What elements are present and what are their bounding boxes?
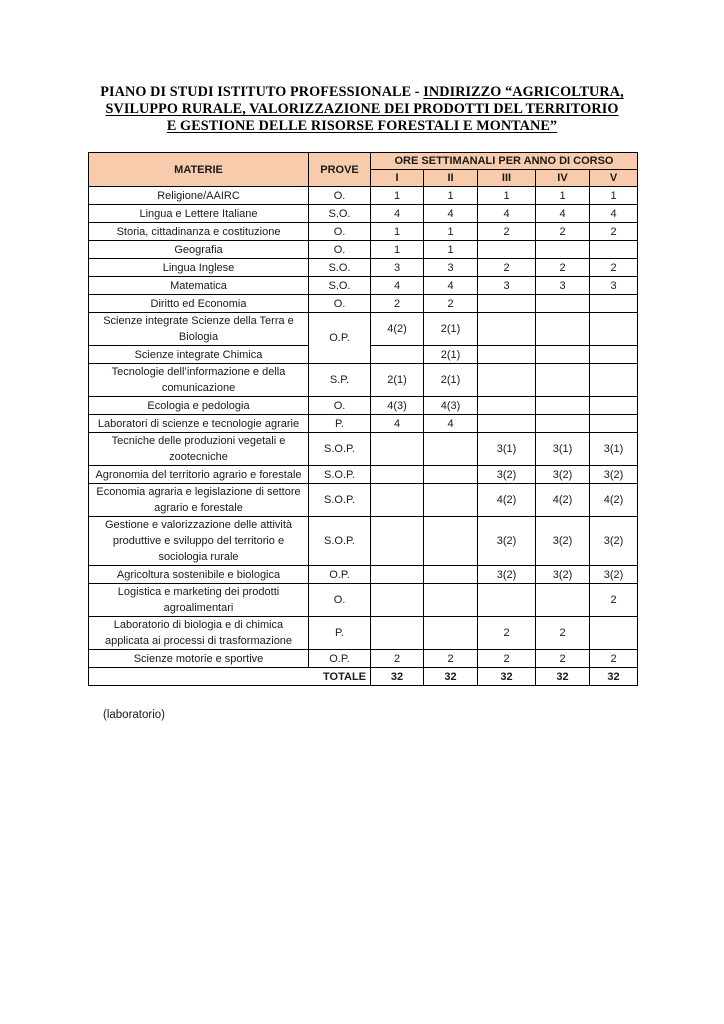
hours-cell: 2 (590, 650, 638, 668)
subject-cell: Storia, cittadinanza e costituzione (89, 223, 309, 241)
hours-cell: 3(2) (590, 566, 638, 584)
hours-cell (371, 346, 424, 364)
hours-cell (536, 241, 590, 259)
hours-cell: 2 (536, 650, 590, 668)
hours-cell: 2 (478, 259, 536, 277)
hours-cell: 3(1) (478, 433, 536, 466)
table-row (89, 566, 638, 584)
totale-value: 32 (590, 668, 638, 686)
hours-cell: 3 (478, 277, 536, 295)
subject-cell: Agronomia del territorio agrario e forestale (89, 466, 309, 484)
table-row (89, 484, 638, 517)
hours-cell (478, 346, 536, 364)
hours-cell: 4 (371, 415, 424, 433)
column-header-materie: MATERIE (89, 153, 309, 187)
hours-cell: 1 (371, 223, 424, 241)
hours-cell (590, 241, 638, 259)
prove-cell: S.O.P. (309, 484, 371, 517)
subject-cell: Scienze integrate Scienze della Terra e Biologia (89, 313, 309, 346)
table-row (89, 397, 638, 415)
hours-cell (371, 484, 424, 517)
totale-value: 32 (536, 668, 590, 686)
prove-cell: S.O.P. (309, 466, 371, 484)
hours-cell (590, 415, 638, 433)
hours-cell: 3 (424, 259, 478, 277)
hours-cell: 3 (590, 277, 638, 295)
hours-cell (424, 433, 478, 466)
hours-cell (424, 566, 478, 584)
hours-cell: 4(2) (371, 313, 424, 346)
subject-cell: Laboratorio di biologia e di chimica applicata ai processi di trasformazione (89, 617, 309, 650)
table-row (89, 295, 638, 313)
hours-cell (536, 415, 590, 433)
column-header-year-5: V (590, 170, 638, 187)
hours-cell: 2 (536, 223, 590, 241)
subject-cell: Gestione e valorizzazione delle attività produttive e sviluppo del territorio e sociologia rurale (89, 517, 309, 566)
hours-cell: 2(1) (424, 364, 478, 397)
hours-cell: 3 (371, 259, 424, 277)
prove-cell: S.O.P. (309, 517, 371, 566)
prove-cell: P. (309, 617, 371, 650)
hours-cell: 2 (478, 223, 536, 241)
hours-cell (424, 517, 478, 566)
hours-cell (478, 584, 536, 617)
hours-cell: 4 (424, 277, 478, 295)
hours-cell (478, 295, 536, 313)
hours-cell (478, 364, 536, 397)
title-line-1-plain: PIANO DI STUDI ISTITUTO PROFESSIONALE - (100, 84, 424, 100)
prove-cell: S.O. (309, 205, 371, 223)
hours-cell (478, 313, 536, 346)
subject-cell: Matematica (89, 277, 309, 295)
hours-cell: 4 (590, 205, 638, 223)
totale-value: 32 (371, 668, 424, 686)
column-header-ore-settimanali: ORE SETTIMANALI PER ANNO DI CORSO (371, 153, 638, 170)
column-header-prove: PROVE (309, 153, 371, 187)
table-row (89, 415, 638, 433)
hours-cell: 2 (590, 584, 638, 617)
hours-cell (371, 433, 424, 466)
table-row (89, 223, 638, 241)
hours-cell: 3(2) (536, 466, 590, 484)
subject-cell: Geografia (89, 241, 309, 259)
subject-cell: Agricoltura sostenibile e biologica (89, 566, 309, 584)
prove-cell: P. (309, 415, 371, 433)
prove-cell: O. (309, 187, 371, 205)
hours-cell: 1 (371, 241, 424, 259)
hours-cell: 3(2) (536, 566, 590, 584)
hours-cell: 4 (536, 205, 590, 223)
prove-cell: S.O.P. (309, 433, 371, 466)
hours-cell (536, 364, 590, 397)
column-header-year-1: I (371, 170, 424, 187)
hours-cell (478, 241, 536, 259)
hours-cell: 2 (478, 617, 536, 650)
hours-cell: 2 (536, 617, 590, 650)
prove-cell: O.P. (309, 650, 371, 668)
prove-cell: S.P. (309, 364, 371, 397)
hours-cell: 1 (536, 187, 590, 205)
table-row (89, 466, 638, 484)
hours-cell (590, 346, 638, 364)
hours-cell: 4 (478, 205, 536, 223)
hours-cell (590, 364, 638, 397)
hours-cell: 1 (424, 223, 478, 241)
prove-cell: O. (309, 397, 371, 415)
hours-cell: 2 (371, 650, 424, 668)
hours-cell: 4(3) (424, 397, 478, 415)
hours-cell (478, 415, 536, 433)
hours-cell (536, 313, 590, 346)
table-row (89, 205, 638, 223)
hours-cell (536, 584, 590, 617)
subject-cell: Tecnologie dell’informazione e della comunicazione (89, 364, 309, 397)
hours-cell (371, 617, 424, 650)
hours-cell: 2 (371, 295, 424, 313)
hours-cell: 2 (590, 259, 638, 277)
hours-cell: 2 (536, 259, 590, 277)
hours-cell: 2 (590, 223, 638, 241)
hours-cell (371, 566, 424, 584)
page-title (80, 84, 644, 134)
hours-cell (424, 584, 478, 617)
subject-cell: Religione/AAIRC (89, 187, 309, 205)
hours-cell: 3(2) (536, 517, 590, 566)
hours-cell: 1 (371, 187, 424, 205)
hours-cell: 4 (424, 205, 478, 223)
hours-cell: 2 (424, 650, 478, 668)
title-line-2: SVILUPPO RURALE, VALORIZZAZIONE DEI PRODOTTI DEL TERRITORIO (105, 100, 619, 117)
prove-cell: S.O. (309, 277, 371, 295)
title-line-3: E GESTIONE DELLE RISORSE FORESTALI E MONTANE” (166, 117, 558, 134)
hours-cell (536, 397, 590, 415)
hours-cell: 4(3) (371, 397, 424, 415)
hours-cell: 1 (590, 187, 638, 205)
hours-cell: 3(2) (590, 466, 638, 484)
table-row (89, 277, 638, 295)
hours-cell (590, 295, 638, 313)
hours-cell (590, 397, 638, 415)
table-row (89, 364, 638, 397)
totale-row (89, 668, 638, 686)
totale-value: 32 (478, 668, 536, 686)
subject-cell: Diritto ed Economia (89, 295, 309, 313)
column-header-year-4: IV (536, 170, 590, 187)
hours-cell: 4(2) (478, 484, 536, 517)
table-row (89, 241, 638, 259)
hours-cell: 3(2) (478, 566, 536, 584)
prove-cell: O.P. (309, 313, 371, 364)
subject-cell: Ecologia e pedologia (89, 397, 309, 415)
hours-cell: 3(1) (590, 433, 638, 466)
prove-cell: O. (309, 295, 371, 313)
table-row (89, 259, 638, 277)
table-row (89, 313, 638, 346)
hours-cell: 2(1) (424, 346, 478, 364)
subject-cell: Lingua e Lettere Italiane (89, 205, 309, 223)
hours-cell (424, 617, 478, 650)
totale-value: 32 (424, 668, 478, 686)
hours-cell (424, 466, 478, 484)
hours-cell: 2(1) (424, 313, 478, 346)
hours-cell: 1 (478, 187, 536, 205)
table-row (89, 650, 638, 668)
title-line-1-underlined: INDIRIZZO “AGRICOLTURA, (423, 84, 624, 100)
table-row (89, 433, 638, 466)
table-row (89, 584, 638, 617)
hours-cell (371, 466, 424, 484)
hours-cell (536, 346, 590, 364)
hours-cell: 4 (371, 205, 424, 223)
prove-cell: O. (309, 584, 371, 617)
table-row (89, 187, 638, 205)
hours-cell (590, 617, 638, 650)
hours-cell (536, 295, 590, 313)
header-row-1 (89, 153, 638, 170)
totale-label: TOTALE (89, 668, 371, 686)
prove-cell: O.P. (309, 566, 371, 584)
hours-cell (424, 484, 478, 517)
hours-cell: 1 (424, 187, 478, 205)
hours-cell: 4(2) (590, 484, 638, 517)
title-line-1 (80, 84, 644, 101)
subject-cell: Scienze motorie e sportive (89, 650, 309, 668)
subject-cell: Logistica e marketing dei prodotti agroalimentari (89, 584, 309, 617)
hours-cell: 2 (424, 295, 478, 313)
hours-cell: 4(2) (536, 484, 590, 517)
subject-cell: Lingua Inglese (89, 259, 309, 277)
table-row (89, 617, 638, 650)
hours-cell: 3(1) (536, 433, 590, 466)
study-plan-table (88, 152, 638, 686)
prove-cell: S.O. (309, 259, 371, 277)
hours-cell (590, 313, 638, 346)
subject-cell: Economia agraria e legislazione di settore agrario e forestale (89, 484, 309, 517)
hours-cell: 2(1) (371, 364, 424, 397)
hours-cell (478, 397, 536, 415)
prove-cell: O. (309, 223, 371, 241)
hours-cell: 4 (371, 277, 424, 295)
footnote-laboratorio: (laboratorio) (103, 709, 165, 721)
column-header-year-3: III (478, 170, 536, 187)
column-header-year-2: II (424, 170, 478, 187)
hours-cell: 3(2) (478, 466, 536, 484)
subject-cell: Laboratori di scienze e tecnologie agrarie (89, 415, 309, 433)
prove-cell: O. (309, 241, 371, 259)
hours-cell: 3 (536, 277, 590, 295)
subject-cell: Tecniche delle produzioni vegetali e zootecniche (89, 433, 309, 466)
hours-cell: 3(2) (478, 517, 536, 566)
table-row (89, 517, 638, 566)
hours-cell: 3(2) (590, 517, 638, 566)
hours-cell: 1 (424, 241, 478, 259)
hours-cell (371, 517, 424, 566)
hours-cell (371, 584, 424, 617)
hours-cell: 4 (424, 415, 478, 433)
hours-cell: 2 (478, 650, 536, 668)
subject-cell: Scienze integrate Chimica (89, 346, 309, 364)
